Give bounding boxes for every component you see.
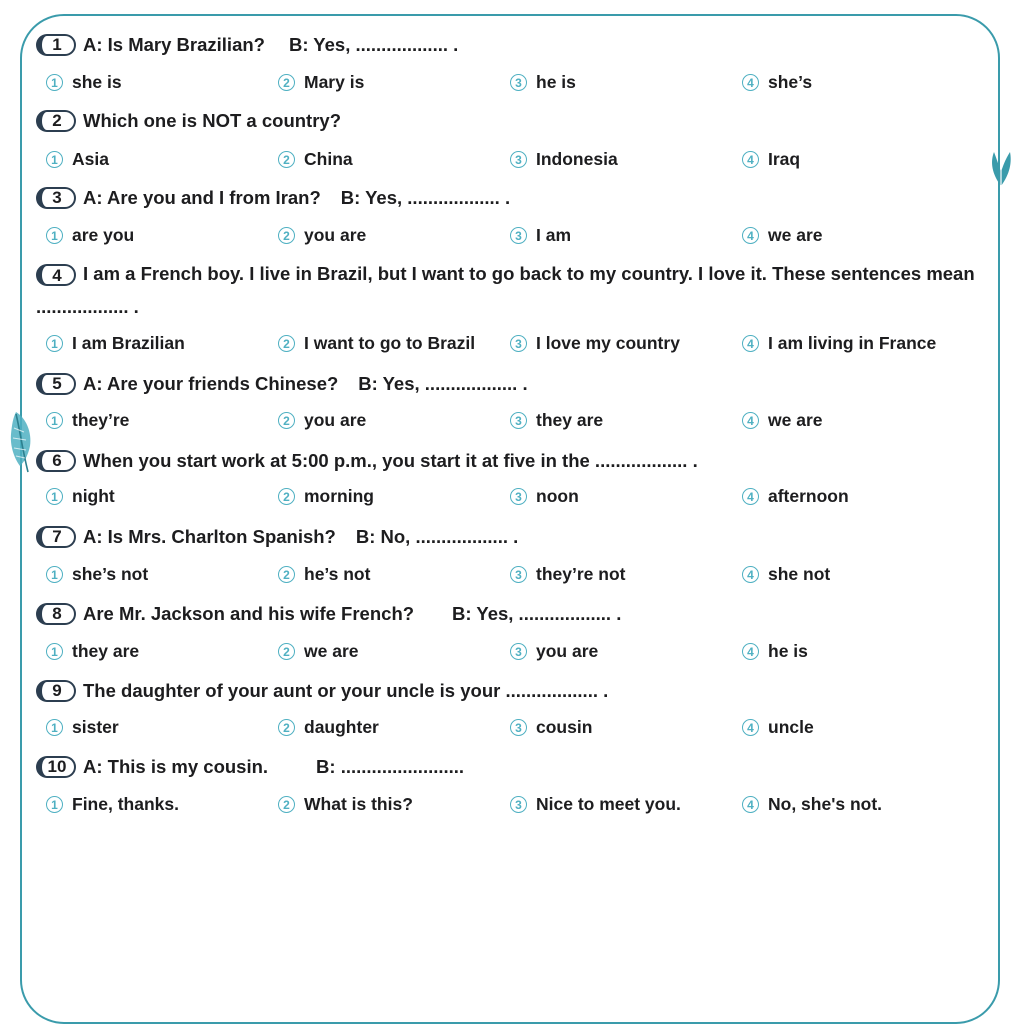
option-number-circle: 4 [742, 488, 759, 505]
option-1[interactable] [46, 72, 122, 93]
options-row [0, 486, 1026, 510]
option-number-circle: 4 [742, 719, 759, 736]
option-label: I am living in France [768, 333, 937, 353]
option-number-circle: 2 [278, 566, 295, 583]
options-row [0, 225, 1026, 249]
option-number-circle: 3 [510, 796, 527, 813]
option-label: I am [536, 225, 572, 245]
option-label: Indonesia [536, 149, 618, 169]
option-2[interactable] [278, 717, 379, 738]
option-label: night [72, 486, 115, 506]
option-number-circle: 1 [46, 796, 63, 813]
option-label: uncle [768, 717, 814, 737]
option-3[interactable] [510, 410, 603, 431]
option-label: Mary is [304, 72, 365, 92]
option-label: we are [768, 225, 823, 245]
options-row [0, 410, 1026, 434]
option-3[interactable] [510, 72, 576, 93]
option-label: she’s [768, 72, 813, 92]
question-9 [36, 680, 996, 702]
question-text: The daughter of your aunt or your uncle is your .................. . [83, 680, 609, 701]
option-number-circle: 1 [46, 566, 63, 583]
option-number-circle: 2 [278, 488, 295, 505]
question-8 [36, 603, 996, 625]
option-label: are you [72, 225, 135, 245]
question-number-badge: 1 [36, 34, 76, 56]
question-6 [36, 450, 996, 472]
option-label: sister [72, 717, 119, 737]
option-2[interactable] [278, 72, 364, 93]
option-number-circle: 1 [46, 643, 63, 660]
option-number-circle: 4 [742, 566, 759, 583]
option-2[interactable] [278, 410, 366, 431]
option-number-circle: 2 [278, 719, 295, 736]
option-2[interactable] [278, 486, 374, 507]
option-4[interactable] [742, 641, 808, 662]
option-label: she not [768, 564, 831, 584]
question-number-badge: 2 [36, 110, 76, 132]
option-label: noon [536, 486, 579, 506]
option-4[interactable] [742, 225, 822, 246]
option-4[interactable] [742, 717, 814, 738]
option-2[interactable] [278, 794, 413, 815]
option-label: he is [768, 641, 808, 661]
option-label: they’re [72, 410, 130, 430]
option-3[interactable] [510, 225, 571, 246]
question-1 [36, 34, 996, 56]
option-number-circle: 1 [46, 412, 63, 429]
option-1[interactable] [46, 641, 139, 662]
option-number-circle: 2 [278, 151, 295, 168]
option-label: daughter [304, 717, 379, 737]
option-3[interactable] [510, 641, 598, 662]
option-number-circle: 2 [278, 227, 295, 244]
option-label: I want to go to Brazil [304, 333, 476, 353]
question-text: Are Mr. Jackson and his wife French? [83, 603, 415, 624]
question-text: A: Is Mrs. Charlton Spanish? [83, 526, 336, 547]
option-label: they’re not [536, 564, 626, 584]
option-1[interactable] [46, 225, 134, 246]
option-number-circle: 2 [278, 412, 295, 429]
option-number-circle: 3 [510, 335, 527, 352]
option-label: you are [304, 225, 367, 245]
option-label: she’s not [72, 564, 149, 584]
option-label: they are [72, 641, 140, 661]
question-2 [36, 110, 996, 132]
answer-prompt: B: ........................ [316, 756, 465, 777]
options-row [0, 149, 1026, 173]
option-number-circle: 1 [46, 719, 63, 736]
option-number-circle: 2 [278, 335, 295, 352]
option-label: afternoon [768, 486, 849, 506]
question-text: A: Are your friends Chinese? [83, 373, 339, 394]
option-number-circle: 4 [742, 227, 759, 244]
option-number-circle: 3 [510, 566, 527, 583]
options-row [0, 641, 1026, 665]
question-4 [36, 257, 996, 323]
option-4[interactable] [742, 72, 812, 93]
question-text: A: This is my cousin. [83, 756, 269, 777]
option-label: you are [536, 641, 599, 661]
option-number-circle: 3 [510, 227, 527, 244]
option-4[interactable] [742, 410, 822, 431]
option-number-circle: 4 [742, 151, 759, 168]
option-4[interactable] [742, 333, 936, 354]
question-number-badge: 9 [36, 680, 76, 702]
options-row [0, 72, 1026, 96]
option-label: What is this? [304, 794, 413, 814]
option-number-circle: 2 [278, 643, 295, 660]
option-number-circle: 4 [742, 643, 759, 660]
option-number-circle: 2 [278, 796, 295, 813]
option-label: cousin [536, 717, 593, 737]
options-row [0, 794, 1026, 818]
question-text: I am a French boy. I live in Brazil, but I want to go back to my country. I love it. These sentences mean .................. . [36, 263, 975, 317]
options-row [0, 717, 1026, 741]
answer-prompt: B: Yes, .................. . [452, 603, 622, 624]
option-label: I love my country [536, 333, 680, 353]
option-2[interactable] [278, 333, 475, 354]
option-3[interactable] [510, 333, 680, 354]
option-2[interactable] [278, 225, 366, 246]
question-text: When you start work at 5:00 p.m., you start it at five in the .................. . [83, 450, 698, 471]
option-2[interactable] [278, 641, 358, 662]
option-1[interactable] [46, 486, 115, 507]
option-label: she is [72, 72, 122, 92]
question-7 [36, 526, 996, 548]
question-3 [36, 187, 996, 209]
option-number-circle: 4 [742, 412, 759, 429]
option-1[interactable] [46, 717, 119, 738]
option-number-circle: 4 [742, 335, 759, 352]
question-number-badge: 6 [36, 450, 76, 472]
option-number-circle: 4 [742, 74, 759, 91]
option-label: Fine, thanks. [72, 794, 179, 814]
question-number-badge: 8 [36, 603, 76, 625]
option-number-circle: 2 [278, 74, 295, 91]
option-3[interactable] [510, 794, 681, 815]
option-2[interactable] [278, 564, 370, 585]
option-1[interactable] [46, 564, 148, 585]
option-label: you are [304, 410, 367, 430]
option-number-circle: 1 [46, 74, 63, 91]
option-label: China [304, 149, 353, 169]
answer-prompt: B: Yes, .................. . [288, 34, 459, 55]
answer-prompt: B: Yes, .................. . [358, 373, 528, 394]
options-row [0, 333, 1026, 357]
option-1[interactable] [46, 410, 129, 431]
question-number-badge: 10 [36, 756, 76, 778]
question-number-badge: 7 [36, 526, 76, 548]
question-5 [36, 373, 996, 395]
option-label: they are [536, 410, 604, 430]
option-label: he’s not [304, 564, 371, 584]
question-10 [36, 756, 996, 778]
option-number-circle: 4 [742, 796, 759, 813]
option-number-circle: 3 [510, 488, 527, 505]
option-number-circle: 1 [46, 335, 63, 352]
option-label: he is [536, 72, 576, 92]
option-number-circle: 1 [46, 488, 63, 505]
option-number-circle: 3 [510, 719, 527, 736]
option-number-circle: 1 [46, 151, 63, 168]
option-3[interactable] [510, 564, 625, 585]
question-text: A: Are you and I from Iran? [83, 187, 321, 208]
option-label: Nice to meet you. [536, 794, 681, 814]
option-number-circle: 3 [510, 643, 527, 660]
option-4[interactable] [742, 149, 800, 170]
question-text: Which one is NOT a country? [83, 110, 341, 131]
option-3[interactable] [510, 149, 618, 170]
option-label: we are [304, 641, 359, 661]
question-text: A: Is Mary Brazilian? [83, 34, 265, 55]
option-3[interactable] [510, 717, 592, 738]
question-number-badge: 4 [36, 264, 76, 286]
question-number-badge: 3 [36, 187, 76, 209]
option-label: No, she's not. [768, 794, 883, 814]
option-number-circle: 1 [46, 227, 63, 244]
option-number-circle: 3 [510, 151, 527, 168]
option-label: we are [768, 410, 823, 430]
option-1[interactable] [46, 333, 185, 354]
option-1[interactable] [46, 149, 109, 170]
option-4[interactable] [742, 564, 830, 585]
option-1[interactable] [46, 794, 179, 815]
option-3[interactable] [510, 486, 579, 507]
answer-prompt: B: Yes, .................. . [340, 187, 511, 208]
answer-prompt: B: No, .................. . [355, 526, 519, 547]
option-label: morning [304, 486, 374, 506]
question-number-badge: 5 [36, 373, 76, 395]
option-label: Iraq [768, 149, 801, 169]
option-number-circle: 3 [510, 74, 527, 91]
option-4[interactable] [742, 794, 882, 815]
option-2[interactable] [278, 149, 353, 170]
option-4[interactable] [742, 486, 849, 507]
option-label: I am Brazilian [72, 333, 185, 353]
option-number-circle: 3 [510, 412, 527, 429]
options-row [0, 564, 1026, 588]
option-label: Asia [72, 149, 109, 169]
